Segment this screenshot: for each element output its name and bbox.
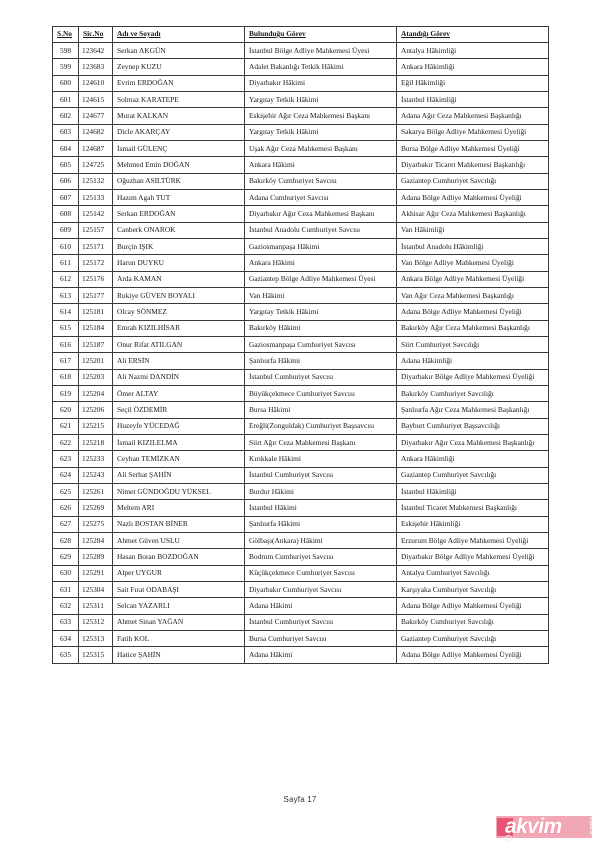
table-row [53, 549, 549, 565]
cell-sicno: 124610 [79, 75, 113, 91]
cell-name: İsmail GÜLENÇ [113, 141, 245, 157]
cell-current-post: Yargıtay Tetkik Hâkimi [245, 124, 397, 140]
cell-new-post: Şanlıurfa Ağır Ceza Mahkemesi Başkanlığı [397, 402, 549, 418]
table-row [53, 467, 549, 483]
cell-sicno: 125261 [79, 484, 113, 500]
table-body [53, 43, 549, 663]
cell-new-post: Bakırköy Cumhuriyet Savcılığı [397, 386, 549, 402]
cell-name: Fatih KOL [113, 630, 245, 646]
cell-new-post: Van Hâkimliği [397, 222, 549, 238]
cell-sicno: 125203 [79, 369, 113, 385]
cell-current-post: Ankara Hâkimi [245, 157, 397, 173]
cell-current-post: İstanbul Cumhuriyet Savcısı [245, 369, 397, 385]
cell-current-post: Eskişehir Ağır Ceza Mahkemesi Başkanı [245, 108, 397, 124]
cell-name: Oğuzhan ASILTÜRK [113, 173, 245, 189]
cell-new-post: Siirt Cumhuriyet Savcılığı [397, 337, 549, 353]
cell-new-post: İstanbul Hâkimliği [397, 484, 549, 500]
cell-sno: 602 [53, 108, 79, 124]
cell-name: Olcay SÖNMEZ [113, 304, 245, 320]
cell-sno: 631 [53, 581, 79, 597]
cell-sno: 627 [53, 516, 79, 532]
cell-name: Onur Rifat ATILGAN [113, 337, 245, 353]
cell-sno: 603 [53, 124, 79, 140]
table-row [53, 418, 549, 434]
table-row [53, 386, 549, 402]
column-header-new-post: Atandığı Görev [397, 27, 549, 43]
cell-name: Emrah KIZILHİSAR [113, 320, 245, 336]
table-row [53, 190, 549, 206]
table-row [53, 141, 549, 157]
cell-name: Zeynep KUZU [113, 59, 245, 75]
cell-sno: 599 [53, 59, 79, 75]
cell-name: Hasan Boran BOZDOĞAN [113, 549, 245, 565]
cell-new-post: Van Ağır Ceza Mahkemesi Başkanlığı [397, 288, 549, 304]
table-row [53, 288, 549, 304]
cell-sicno: 125157 [79, 222, 113, 238]
cell-new-post: İstanbul Ticaret Mahkemesi Başkanlığı [397, 500, 549, 516]
table-row [53, 598, 549, 614]
table-row [53, 222, 549, 238]
cell-current-post: Burdur Hâkimi [245, 484, 397, 500]
cell-sicno: 125177 [79, 288, 113, 304]
cell-sno: 600 [53, 75, 79, 91]
cell-sicno: 125204 [79, 386, 113, 402]
cell-new-post: Antalya Hâkimliği [397, 43, 549, 59]
cell-current-post: Uşak Ağır Ceza Mahkemesi Başkanı [245, 141, 397, 157]
cell-new-post: Diyarbakır Bölge Adliye Mahkemesi Üyeliği [397, 369, 549, 385]
cell-sicno: 125315 [79, 647, 113, 663]
cell-sno: 612 [53, 271, 79, 287]
cell-sicno: 125206 [79, 402, 113, 418]
cell-name: Ali Serhat ŞAHİN [113, 467, 245, 483]
table-row [53, 75, 549, 91]
cell-sno: 625 [53, 484, 79, 500]
cell-name: Serkan AKGÜN [113, 43, 245, 59]
table-row [53, 59, 549, 75]
cell-current-post: Siirt Ağır Ceza Mahkemesi Başkanı [245, 435, 397, 451]
cell-name: Ali Nazmi DANDİN [113, 369, 245, 385]
cell-sicno: 125176 [79, 271, 113, 287]
cell-current-post: Gaziantep Bölge Adliye Mahkemesi Üyesi [245, 271, 397, 287]
table-row [53, 271, 549, 287]
cell-name: Harun DUYKU [113, 255, 245, 271]
table-row [53, 108, 549, 124]
cell-sno: 618 [53, 369, 79, 385]
cell-new-post: Karşıyaka Cumhuriyet Savcılığı [397, 581, 549, 597]
cell-sno: 606 [53, 173, 79, 189]
cell-sno: 609 [53, 222, 79, 238]
cell-current-post: Diyarbakır Hâkimi [245, 75, 397, 91]
cell-current-post: İstanbul Bölge Adliye Mahkemesi Üyesi [245, 43, 397, 59]
table-row [53, 337, 549, 353]
cell-current-post: Adana Cumhuriyet Savcısı [245, 190, 397, 206]
cell-sno: 624 [53, 467, 79, 483]
cell-sicno: 125289 [79, 549, 113, 565]
cell-name: Ömer ALTAY [113, 386, 245, 402]
cell-current-post: İstanbul Cumhuriyet Savcısı [245, 614, 397, 630]
table-row [53, 581, 549, 597]
watermark-brand-text: akvim [505, 815, 562, 838]
cell-new-post: Ankara Hâkimliği [397, 59, 549, 75]
table-row [53, 173, 549, 189]
cell-new-post: İstanbul Hâkimliği [397, 92, 549, 108]
cell-current-post: Şanlıurfa Hâkimi [245, 353, 397, 369]
cell-new-post: Bakırköy Ağır Ceza Mahkemesi Başkanlığı [397, 320, 549, 336]
cell-sicno: 125311 [79, 598, 113, 614]
cell-current-post: Gaziosmanpaşa Cumhuriyet Savcısı [245, 337, 397, 353]
cell-current-post: Küçükçekmece Cumhuriyet Savcısı [245, 565, 397, 581]
cell-sicno: 125132 [79, 173, 113, 189]
cell-sno: 623 [53, 451, 79, 467]
table-row [53, 320, 549, 336]
cell-current-post: Büyükçekmece Cumhuriyet Savcısı [245, 386, 397, 402]
table-row [53, 435, 549, 451]
cell-name: Ceyhan TEMİZKAN [113, 451, 245, 467]
table-header [53, 27, 549, 43]
cell-current-post: Yargıtay Tetkik Hâkimi [245, 304, 397, 320]
cell-sicno: 125187 [79, 337, 113, 353]
cell-name: Burçin IŞIK [113, 239, 245, 255]
cell-name: Ali ERSİN [113, 353, 245, 369]
cell-name: Ahmet Sinan YAĞAN [113, 614, 245, 630]
cell-sno: 613 [53, 288, 79, 304]
cell-name: Selcan YAZARLI [113, 598, 245, 614]
cell-sno: 605 [53, 157, 79, 173]
cell-current-post: Bakırköy Hâkimi [245, 320, 397, 336]
cell-sicno: 124615 [79, 92, 113, 108]
table-row [53, 516, 549, 532]
cell-name: Hatice ŞAHİN [113, 647, 245, 663]
table-row [53, 647, 549, 663]
cell-new-post: Bakırköy Cumhuriyet Savcılığı [397, 614, 549, 630]
cell-new-post: Gaziantep Cumhuriyet Savcılığı [397, 630, 549, 646]
appointments-table-container [52, 26, 548, 664]
cell-sicno: 125269 [79, 500, 113, 516]
cell-name: Evrim ERDOĞAN [113, 75, 245, 91]
appointments-table [52, 26, 549, 664]
cell-current-post: Yargıtay Tetkik Hâkimi [245, 92, 397, 108]
cell-sicno: 125172 [79, 255, 113, 271]
cell-name: Alper UYGUR [113, 565, 245, 581]
cell-new-post: Eğil Hâkimliği [397, 75, 549, 91]
cell-name: Mehmed Emin DOĞAN [113, 157, 245, 173]
cell-sicno: 125312 [79, 614, 113, 630]
cell-sicno: 125291 [79, 565, 113, 581]
cell-new-post: Sakarya Bölge Adliye Mahkemesi Üyeliği [397, 124, 549, 140]
cell-current-post: Adalet Bakanlığı Tetkik Hâkimi [245, 59, 397, 75]
cell-current-post: İstanbul Anadolu Cumhuriyet Savcısı [245, 222, 397, 238]
cell-current-post: İstanbul Cumhuriyet Savcısı [245, 467, 397, 483]
cell-sno: 610 [53, 239, 79, 255]
cell-sicno: 125142 [79, 206, 113, 222]
cell-sicno: 123642 [79, 43, 113, 59]
cell-sicno: 125218 [79, 435, 113, 451]
cell-sno: 630 [53, 565, 79, 581]
cell-sicno: 125201 [79, 353, 113, 369]
column-header-sicno: Sic.No [79, 27, 113, 43]
page-number-footer: Sayfa 17 [283, 795, 317, 804]
cell-sno: 619 [53, 386, 79, 402]
cell-name: Canberk ONAROK [113, 222, 245, 238]
cell-sno: 611 [53, 255, 79, 271]
cell-current-post: Van Hâkimi [245, 288, 397, 304]
cell-name: Hazım Agah TUT [113, 190, 245, 206]
table-row [53, 402, 549, 418]
cell-name: Solmaz KARATEPE [113, 92, 245, 108]
cell-new-post: Adana Bölge Adliye Mahkemesi Üyeliği [397, 647, 549, 663]
cell-sicno: 125243 [79, 467, 113, 483]
cell-current-post: Bursa Hâkimi [245, 402, 397, 418]
cell-new-post: Diyarbakır Bölge Adliye Mahkemesi Üyeliği [397, 549, 549, 565]
cell-sno: 601 [53, 92, 79, 108]
cell-sicno: 125284 [79, 532, 113, 548]
cell-new-post: Adana Ağır Ceza Mahkemesi Başkanlığı [397, 108, 549, 124]
table-row [53, 500, 549, 516]
cell-new-post: Diyarbakır Ağır Ceza Mahkemesi Başkanlığı [397, 435, 549, 451]
cell-current-post: Diyarbakır Cumhuriyet Savcısı [245, 581, 397, 597]
column-header-current-post: Bulunduğu Görev [245, 27, 397, 43]
cell-new-post: Ankara Bölge Adliye Mahkemesi Üyeliği [397, 271, 549, 287]
cell-sno: 614 [53, 304, 79, 320]
cell-new-post: Adana Hâkimliği [397, 353, 549, 369]
cell-name: Sait Fırat ODABAŞI [113, 581, 245, 597]
table-row [53, 353, 549, 369]
cell-current-post: Kırıkkale Hâkimi [245, 451, 397, 467]
cell-sno: 626 [53, 500, 79, 516]
table-row [53, 92, 549, 108]
cell-sno: 615 [53, 320, 79, 336]
table-row [53, 304, 549, 320]
table-row [53, 630, 549, 646]
cell-sno: 634 [53, 630, 79, 646]
cell-sicno: 125304 [79, 581, 113, 597]
cell-name: İsmail KIZILELMA [113, 435, 245, 451]
table-header-row [53, 27, 549, 43]
cell-name: Seçil ÖZDEMİR [113, 402, 245, 418]
cell-new-post: Gaziantep Cumhuriyet Savcılığı [397, 467, 549, 483]
table-row [53, 43, 549, 59]
table-row [53, 614, 549, 630]
cell-sicno: 125184 [79, 320, 113, 336]
cell-current-post: Ereğli(Zonguldak) Cumhuriyet Başsavcısı [245, 418, 397, 434]
cell-current-post: Diyarbakır Ağır Ceza Mahkemesi Başkanı [245, 206, 397, 222]
cell-current-post: Adana Hâkimi [245, 647, 397, 663]
cell-sicno: 124725 [79, 157, 113, 173]
cell-new-post: Ankara Hâkimliği [397, 451, 549, 467]
table-row [53, 565, 549, 581]
cell-new-post: Bayburt Cumhuriyet Başsavcılığı [397, 418, 549, 434]
cell-current-post: Bursa Cumhuriyet Savcısı [245, 630, 397, 646]
cell-sicno: 125233 [79, 451, 113, 467]
cell-new-post: Eskişehir Hâkimliği [397, 516, 549, 532]
cell-sicno: 125313 [79, 630, 113, 646]
cell-new-post: Akhisar Ağır Ceza Mahkemesi Başkanlığı [397, 206, 549, 222]
cell-sicno: 124682 [79, 124, 113, 140]
cell-sno: 607 [53, 190, 79, 206]
column-header-name: Adı ve Soyadı [113, 27, 245, 43]
cell-sno: 617 [53, 353, 79, 369]
cell-name: Ahmet Güven USLU [113, 532, 245, 548]
cell-new-post: Adana Bölge Adliye Mahkemesi Üyeliği [397, 598, 549, 614]
cell-sno: 628 [53, 532, 79, 548]
cell-sno: 616 [53, 337, 79, 353]
cell-sicno: 125133 [79, 190, 113, 206]
cell-new-post: İstanbul Anadolu Hâkimliği [397, 239, 549, 255]
cell-name: Murat KALKAN [113, 108, 245, 124]
cell-sno: 598 [53, 43, 79, 59]
table-row [53, 206, 549, 222]
cell-sno: 633 [53, 614, 79, 630]
cell-name: Rukiye GÜVEN BOYALI [113, 288, 245, 304]
cell-new-post: Adana Bölge Adliye Mahkemesi Üyeliği [397, 304, 549, 320]
cell-sno: 635 [53, 647, 79, 663]
cell-current-post: İstanbul Hâkimi [245, 500, 397, 516]
table-row [53, 124, 549, 140]
cell-new-post: Antalya Cumhuriyet Savcılığı [397, 565, 549, 581]
cell-new-post: Bursa Bölge Adliye Mahkemesi Üyeliği [397, 141, 549, 157]
cell-sno: 621 [53, 418, 79, 434]
cell-name: Huzeyfe YÜCEDAĞ [113, 418, 245, 434]
cell-new-post: Adana Bölge Adliye Mahkemesi Üyeliği [397, 190, 549, 206]
cell-sno: 604 [53, 141, 79, 157]
table-row [53, 532, 549, 548]
cell-sno: 629 [53, 549, 79, 565]
cell-sicno: 125275 [79, 516, 113, 532]
cell-sno: 608 [53, 206, 79, 222]
table-row [53, 255, 549, 271]
cell-current-post: Ankara Hâkimi [245, 255, 397, 271]
cell-sicno: 124687 [79, 141, 113, 157]
cell-sicno: 124677 [79, 108, 113, 124]
cell-new-post: Van Bölge Adliye Mahkemesi Üyeliği [397, 255, 549, 271]
cell-name: Dicle AKARÇAY [113, 124, 245, 140]
cell-current-post: Adana Hâkimi [245, 598, 397, 614]
cell-sicno: 125215 [79, 418, 113, 434]
cell-current-post: Gaziosmanpaşa Hâkimi [245, 239, 397, 255]
cell-name: Meltem ARI [113, 500, 245, 516]
table-row [53, 157, 549, 173]
cell-name: Nimet GÜNDOĞDU YÜKSEL [113, 484, 245, 500]
table-row [53, 451, 549, 467]
cell-current-post: Bakırköy Cumhuriyet Savcısı [245, 173, 397, 189]
cell-name: Arda KAMAN [113, 271, 245, 287]
watermark-tld-text: com.tr [588, 817, 594, 836]
cell-name: Serkan ERDOĞAN [113, 206, 245, 222]
cell-sicno: 125171 [79, 239, 113, 255]
cell-sicno: 125181 [79, 304, 113, 320]
cell-current-post: Bodrum Cumhuriyet Savcısı [245, 549, 397, 565]
column-header-sno: S.No [53, 27, 79, 43]
table-row [53, 239, 549, 255]
cell-sno: 620 [53, 402, 79, 418]
cell-new-post: Erzurum Bölge Adliye Mahkemesi Üyeliği [397, 532, 549, 548]
cell-sicno: 123683 [79, 59, 113, 75]
table-row [53, 369, 549, 385]
cell-new-post: Diyarbakır Ticaret Mahkemesi Başkanlığı [397, 157, 549, 173]
cell-name: Nazlı BOSTAN BİNER [113, 516, 245, 532]
cell-sno: 622 [53, 435, 79, 451]
cell-current-post: Gölbaşı(Ankara) Hâkimi [245, 532, 397, 548]
takvim-watermark-logo [492, 806, 596, 846]
cell-sno: 632 [53, 598, 79, 614]
cell-new-post: Gaziantep Cumhuriyet Savcılığı [397, 173, 549, 189]
table-row [53, 484, 549, 500]
cell-current-post: Şanlıurfa Hâkimi [245, 516, 397, 532]
